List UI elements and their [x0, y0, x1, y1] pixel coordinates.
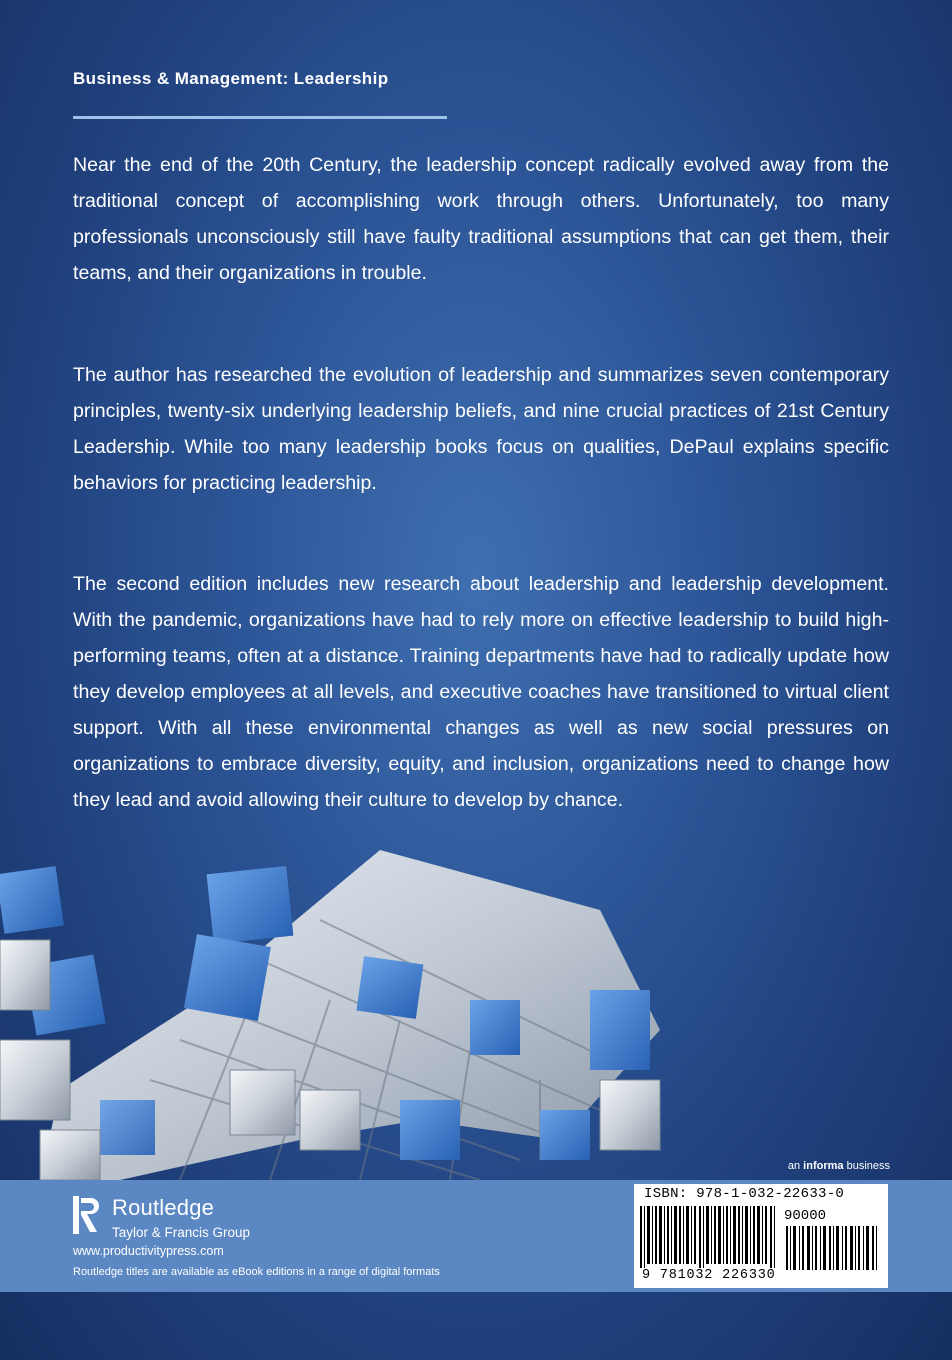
category-rule: [73, 116, 447, 119]
description-paragraph-2: The author has researched the evolution of leadership and summarizes seven contemporary principles, twenty-six underlying leadership beliefs, and nine crucial practices of 21st Century Leadership. While too many leadership books focus on qualities, DePaul explains specific behaviors for practicing leadership.: [73, 364, 889, 494]
addon-bars: [784, 1226, 882, 1270]
routledge-logo-icon: [73, 1196, 103, 1234]
description-paragraph-1: Near the end of the 20th Century, the leadership concept radically evolved away from the traditional concept of accomplishing work through others. Unfortunately, too many professionals unconsciously still have faulty traditional assumptions that can get them, their teams, and their organizations in trouble.: [73, 154, 889, 284]
ebook-note: Routledge titles are available as eBook editions in a range of digital formats: [73, 1266, 440, 1278]
blue-cube: [184, 934, 271, 1021]
cubes-arrow-illustration: [0, 840, 952, 1180]
silver-cube: [0, 940, 50, 1010]
ean-number: 9 781032 226330: [642, 1268, 776, 1283]
description-paragraph-3: The second edition includes new research about leadership and leadership development. With the pandemic, organizations have had to rely more on effective leadership to build high-performing teams, often at a distance. Training departments have had to radically update how they develop employees at all levels, and executive coaches have transitioned to virtual client support. With all these environmental changes as well as new social pressures on organizations to embrace diversity, equity, and inclusion, organizations need to change how they lead and avoid allowing their culture to develop by chance.: [73, 573, 889, 811]
publisher-url[interactable]: www.productivitypress.com: [73, 1244, 224, 1258]
barcode-bars: [638, 1206, 778, 1270]
isbn-number: ISBN: 978-1-032-22633-0: [644, 1186, 845, 1202]
blue-cube: [207, 866, 294, 944]
price-code: 90000: [784, 1208, 827, 1224]
blue-cube: [356, 956, 423, 1019]
informa-suffix: business: [846, 1160, 890, 1172]
silver-cube: [40, 1130, 100, 1180]
blue-cube: [590, 990, 650, 1070]
blue-cube: [0, 866, 64, 934]
informa-prefix: an: [787, 1160, 801, 1172]
silver-cube: [0, 1040, 70, 1120]
silver-cube: [600, 1080, 660, 1150]
category-heading: Business & Management: Leadership: [73, 69, 389, 88]
blue-cube: [470, 1000, 520, 1055]
informa-brand: informa: [803, 1160, 844, 1172]
publisher-group: Taylor & Francis Group: [112, 1225, 251, 1240]
informa-tagline: [788, 1160, 890, 1172]
publisher-name: Routledge: [112, 1195, 215, 1220]
blue-cube: [540, 1110, 590, 1160]
isbn-barcode: [634, 1184, 888, 1288]
blue-cube: [400, 1100, 460, 1160]
silver-cube: [300, 1090, 360, 1150]
blue-cube: [100, 1100, 155, 1155]
silver-cube: [230, 1070, 295, 1135]
